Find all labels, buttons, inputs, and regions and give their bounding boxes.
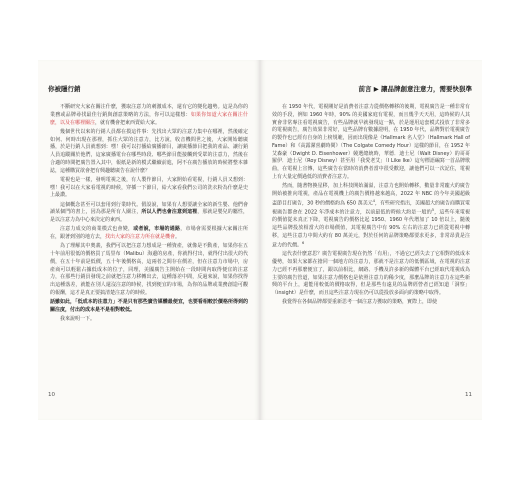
right-page	[260, 60, 482, 420]
text-segment: ，市場會需要根據大家關注所在，跟著到別的地方去，	[50, 226, 248, 240]
body-paragraph: 電視也是一樣，發明電視之後，有人製作節目，大家開始看電視，行銷人員又想到：嘿！我可以在大家看電視的時候，穿插一下節目，給大家看我們公司的洗衣粉為什麼是史上最讚。	[50, 176, 248, 199]
text-segment: 注意力成交的商業模式也會變，	[60, 226, 134, 233]
body-paragraph	[272, 183, 470, 250]
body-paragraph	[50, 202, 248, 225]
text-segment: ，有些研究指出，美國超大的廣告商購買電視廣告都會在 2022 年淨成本的注意力，以前最低的時候大約是一般的	[272, 200, 470, 216]
body-paragraph	[50, 299, 248, 315]
highlighted-text: 找出大家的注意力所在就是機會	[105, 234, 176, 240]
left-page-number: 10	[48, 392, 55, 398]
right-page-body	[272, 104, 470, 309]
left-running-header: 你被隱行銷	[48, 85, 81, 93]
body-paragraph	[50, 226, 248, 242]
body-paragraph	[50, 104, 248, 127]
left-page-body	[50, 104, 248, 325]
text-segment: ，就有機會把東西賣給大家。	[95, 119, 161, 126]
footnote-marker: 5	[431, 207, 435, 212]
text-segment: ，這些年來電視的價值從未真正下降，電視廣告的價格比起 1950、1960 年代增加了 10 倍以上，隨後這些品牌投放相當大的市場價值，其電視廣告中有 90% 左右的注意力已經從電視中轉移，這些注意力中間大約有 80 萬美元，對於任何的品牌策略都要求更多，非常昂貴是注意力的代價。	[272, 209, 470, 249]
right-page-number: 11	[465, 392, 472, 398]
text-segment: 然而，隨著物換星移，加上科技開始滿溢，注意力也開始轉移，數量非常龐大的廣告開始被推向電視，產品在電視機上的廣告價格越來越高，2022 年 NBC 的今年美國超級盃節目打廣告，30 秒的價格約為 650 萬美元	[272, 183, 470, 207]
highlighted-text: 如果你知道大家在關注什麼，以及在哪裡關注	[50, 111, 248, 126]
text-segment: 這個概念甚至可以套用到行業時代。假設說，如果有人想要讓全家的新生嬰、他們會讀某個門的書上，因為那是所有人關注，	[50, 201, 248, 216]
emphasized-text: 所以人們也會注意到這裡	[141, 209, 198, 216]
body-paragraph: 幾個世代以來的行銷人員都在摸這件事：先找出大眾的注意力集中在哪裡，然後確定如何、何時出現在那裡，抓住大眾的注意力，比方說，收音機問世之後，大家開始聽廣播，於是行銷人員就想到：嘿！我可以打播給廣播節目，讓廣播節目把我的產品、讓行銷人員追蹤關於他們，這家廣播電台在哪些時段、哪些節目能接觸到受眾的注意力，然後在合適的時間把廣告置入其中，報紙是新的模式繼續前進，阿不在廣告播放的時候將整本雜誌，這種購買欲會把有興趣聽廣告在說什麼？	[50, 128, 248, 174]
body-paragraph: 為了理解其中奧義，我們可以把注意力想成是一種資產，就像是不動產，如果你在五十年前用很低的價格買了馬里布（Malibu）海邊的房產，你就得付出，就得付出很大的代價，在五十年前是低價，五十年後價格高，這兩者之間存在價差，但在注意力市場中，房產商可以輕鬆占據低成本的位子，同理，美國廣告主開始在一段時間內取得便宜的注意力，在那些行銷員發現之前就把注意力移轉出去，這種落差中間，反過來說，如果你找得出這種落差，就能在別人還沒注意的時候，找到便宜的市場，為你的品牌或業務創造可觀的報酬，這才是真正要搞清楚注意力的時候。	[50, 243, 248, 296]
footnote-marker: 6	[302, 240, 305, 245]
left-page	[38, 60, 260, 420]
body-paragraph: 我來說明一下。	[60, 316, 96, 322]
right-running-header: 前言 ▶ 讓品牌創意注意力，需要快狠準	[358, 85, 472, 93]
footnote-marker: 4	[372, 198, 375, 203]
text-segment: 不斷研究大家在關注什麼，獲取注意力的刺激成本，還有它的變化趨勢。這是為你的業務或品牌尋找最佳行銷與創意策略的方法，你可以這樣想：	[50, 104, 248, 118]
body-paragraph: 在 1950 年代，電視剛好是消費者注意力從價格轉移的後期，電視廣告是一種非常有效的手段，例如 1960 年時，90% 的美國家庭有電視，而且幾乎天天用，這時候的人其實會非常專注看電視廣告，有些品牌就早就發現這一點，於是運用這套模式投放了非常多的電視廣告，廣告效果非常好，這些品牌有數據證明，在 1950 年代，品牌對於電視廣告的製作也已經有自身的上榜規範，因而出現像是《Hallmark 名人堂》（Hallmark Hall of Fame）和《高露潔喜劇時間》（The Colgate Comedy Hour）這樣的節目，在 1952 年艾森豪（Dwight D. Eisenhower）競選總統時，華德．迪士尼（Walt Disney）的哥哥羅伊．迪士尼（Roy Disney）甚至用「我愛老艾」（I Like Ike）這句標語編寫一首品牌歌曲，在電視上宣傳，這些廣告在當時的消費者當中很受歡迎，讓他們可以一次記住，電視上有大量定價過低的消費者注意力。	[272, 104, 470, 180]
body-paragraph: 我覺得在各個品牌都要重新思考一個注意力獲取的策略，實際上，即使	[282, 299, 438, 306]
text-segment: ，那就是嬰兒的屬性，是以注意力為中心來決定的東西。	[50, 209, 248, 223]
text-segment: 。	[175, 234, 181, 240]
emphasized-text: 話雖如此，「低成本的注意力」不是只有那些廣告媒體最便宜，也要看相較於價格所得到的關注度，付出的成本是不是相對較低。	[50, 299, 248, 313]
emphasized-text: 或者說，市場的通路	[133, 226, 181, 233]
body-paragraph: 這代表什麼意思？廣告電視廣告現在仍然「有用」，不過它已經失去了它相對的低成本優勢，如果大家都在搶同一個地方的注意力，那就不是注意力的低價區域，在電視的注意力已經不再那麼便宜了，跟以前相比，網路、手機及許多新的媒體平台已經取代電視成為主要的廣告管道，如果注意力價格也是依照注意力的稀少度，那麼品牌的注意力在這些新興的平台上，還能用較低的價格取得，但是那些有遠見的品牌經營者已經知道「洞察」（insight）是什麼，而且這些注意力現在仍可以從投放多面向的策略中取得。	[272, 251, 470, 297]
